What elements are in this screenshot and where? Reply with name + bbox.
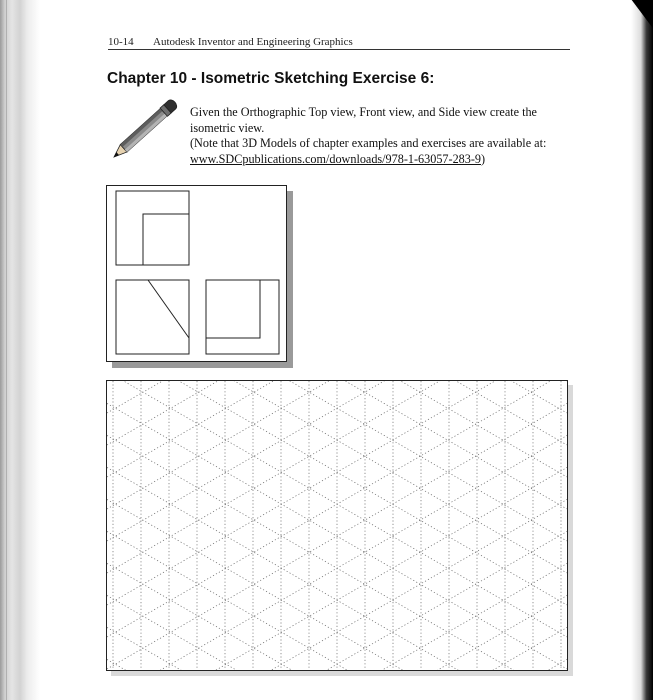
front-view — [116, 280, 189, 354]
isometric-grid — [106, 380, 568, 671]
page-header — [108, 35, 570, 50]
top-view — [116, 191, 189, 265]
side-view-inner-edge — [206, 280, 260, 338]
front-view-slanted-edge — [148, 280, 189, 338]
note-text: (Note that 3D Models of chapter examples and exercises are available at: — [190, 136, 547, 150]
top-view-inner-edge — [143, 214, 189, 265]
note-closing: ) — [481, 151, 486, 166]
chapter-title: Chapter 10 - Isometric Sketching Exercise 6: — [107, 70, 435, 87]
orthographic-views — [106, 185, 287, 362]
book-title: Autodesk Inventor and Engineering Graphics — [153, 36, 353, 48]
download-link[interactable]: www.SDCpublications.com/downloads/978-1-63057-283-9 — [190, 151, 482, 166]
page-number: 10-14 — [108, 36, 134, 48]
instruction-text: Given the Orthographic Top view, Front view, and Side view create the isometric view. — [190, 105, 537, 135]
book-binding-left — [0, 0, 40, 700]
book-edge-shadow — [623, 0, 653, 40]
pencil-icon — [108, 91, 178, 163]
side-view — [206, 280, 279, 354]
instructions — [190, 105, 575, 167]
book-binding-right — [631, 0, 653, 700]
isometric-grid-lines — [107, 381, 567, 670]
